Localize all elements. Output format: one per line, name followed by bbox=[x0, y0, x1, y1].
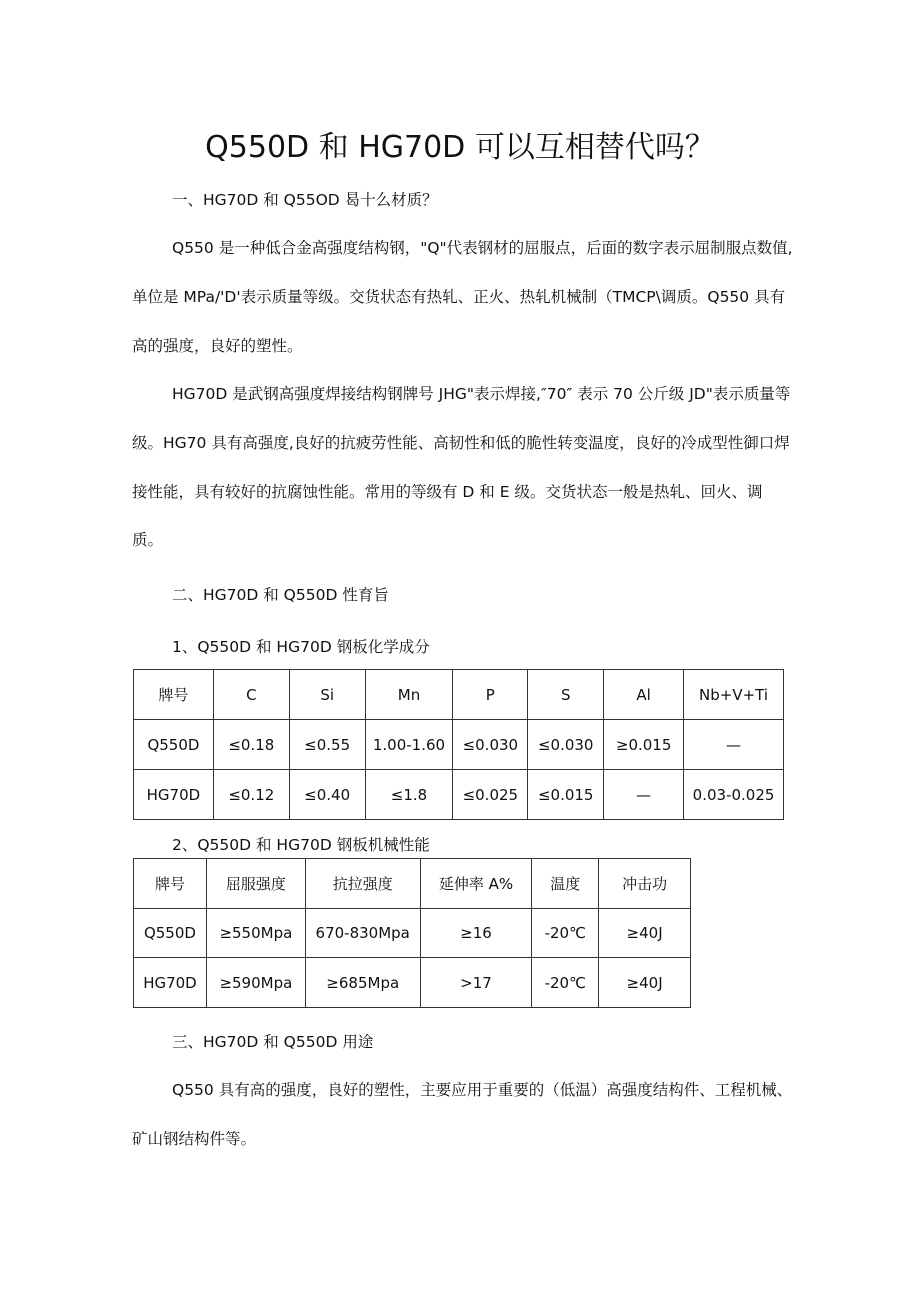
table-cell: ≥550Mpa bbox=[206, 909, 305, 958]
table-cell: ≥0.015 bbox=[604, 720, 684, 770]
paragraph-line: Q550 是一种低合金高强度结构钢，"Q"代表钢材的屈服点，后面的数字表示屈制服点数值, bbox=[172, 239, 793, 257]
paragraph-line: 矿山钢结构件等。 bbox=[132, 1130, 257, 1148]
table-header-row bbox=[134, 859, 691, 909]
table-cell: ≤0.030 bbox=[528, 720, 604, 770]
table-cell: ≥590Mpa bbox=[206, 958, 305, 1008]
table-cell: -20℃ bbox=[532, 909, 599, 958]
table-row bbox=[134, 720, 784, 770]
table-cell: -20℃ bbox=[532, 958, 599, 1008]
header-cell: Al bbox=[604, 670, 684, 720]
table-cell: 0.03-0.025 bbox=[684, 770, 784, 820]
table-cell: — bbox=[684, 720, 784, 770]
table-cell: — bbox=[604, 770, 684, 820]
header-cell: P bbox=[453, 670, 528, 720]
header-cell: 延伸率 A% bbox=[420, 859, 532, 909]
table-cell: 670-830Mpa bbox=[305, 909, 420, 958]
paragraph-line: 接性能，具有较好的抗腐蚀性能。常用的等级有 D 和 E 级。交货状态一般是热轧、回火、调 bbox=[132, 483, 763, 501]
section-heading-properties: 二、HG70D 和 Q550D 性育旨 bbox=[172, 586, 389, 604]
table-header-row bbox=[134, 670, 784, 720]
table-row bbox=[134, 958, 691, 1008]
table-cell: HG70D bbox=[134, 958, 207, 1008]
header-cell: 抗拉强度 bbox=[305, 859, 420, 909]
header-cell: 温度 bbox=[532, 859, 599, 909]
table-cell: ≥40J bbox=[599, 958, 691, 1008]
header-cell: Mn bbox=[365, 670, 453, 720]
paragraph-line: 单位是 MPa/'D'表示质量等级。交货状态有热轧、正火、热轧机械制（TMCP\调质。Q550 具有 bbox=[132, 288, 786, 306]
page-title: Q550D 和 HG70D 可以互相替代吗？ bbox=[205, 130, 715, 165]
table-cell: ≤0.12 bbox=[213, 770, 289, 820]
table-caption-mechanical: 2、Q550D 和 HG70D 钢板机械性能 bbox=[172, 836, 430, 854]
table-row bbox=[134, 909, 691, 958]
header-cell: S bbox=[528, 670, 604, 720]
table-cell: Q550D bbox=[134, 909, 207, 958]
table-cell: ≤0.40 bbox=[289, 770, 365, 820]
table-cell: ≤0.18 bbox=[213, 720, 289, 770]
table-cell: Q550D bbox=[134, 720, 214, 770]
chemical-composition-table bbox=[133, 669, 784, 820]
table-caption-chemical: 1、Q550D 和 HG70D 钢板化学成分 bbox=[172, 638, 430, 656]
table-row bbox=[134, 770, 784, 820]
table-cell: ≤0.55 bbox=[289, 720, 365, 770]
section-heading-materials: 一、HG70D 和 Q55OD 曷十么材质？ bbox=[172, 191, 438, 209]
header-cell: 牌号 bbox=[134, 859, 207, 909]
section-heading-applications: 三、HG70D 和 Q550D 用途 bbox=[172, 1033, 374, 1051]
table-cell: ≥40J bbox=[599, 909, 691, 958]
paragraph-line: HG70D 是武钢高强度焊接结构钢牌号 JHG"表示焊接,″70″ 表示 70 公斤级 JD"表示质量等 bbox=[172, 385, 791, 403]
table-cell: ≤1.8 bbox=[365, 770, 453, 820]
table-cell: ≤0.025 bbox=[453, 770, 528, 820]
header-cell: 牌号 bbox=[134, 670, 214, 720]
table-cell: ≥16 bbox=[420, 909, 532, 958]
header-cell: 屈服强度 bbox=[206, 859, 305, 909]
paragraph-line: 级。HG70 具有高强度,良好的抗疲劳性能、高韧性和低的脆性转变温度，良好的冷成型性御口焊 bbox=[132, 434, 790, 452]
header-cell: Si bbox=[289, 670, 365, 720]
mechanical-properties-table bbox=[133, 858, 691, 1008]
paragraph-line: 高的强度，良好的塑性。 bbox=[132, 337, 303, 355]
header-cell: 冲击功 bbox=[599, 859, 691, 909]
paragraph-line: 质。 bbox=[132, 531, 164, 549]
table-cell: 1.00-1.60 bbox=[365, 720, 453, 770]
table-cell: ≤0.015 bbox=[528, 770, 604, 820]
table-cell: >17 bbox=[420, 958, 532, 1008]
table-cell: HG70D bbox=[134, 770, 214, 820]
paragraph-line: Q550 具有高的强度，良好的塑性，主要应用于重要的（低温）高强度结构件、工程机械、 bbox=[172, 1081, 793, 1099]
table-cell: ≤0.030 bbox=[453, 720, 528, 770]
table-cell: ≥685Mpa bbox=[305, 958, 420, 1008]
header-cell: C bbox=[213, 670, 289, 720]
header-cell: Nb+V+Ti bbox=[684, 670, 784, 720]
